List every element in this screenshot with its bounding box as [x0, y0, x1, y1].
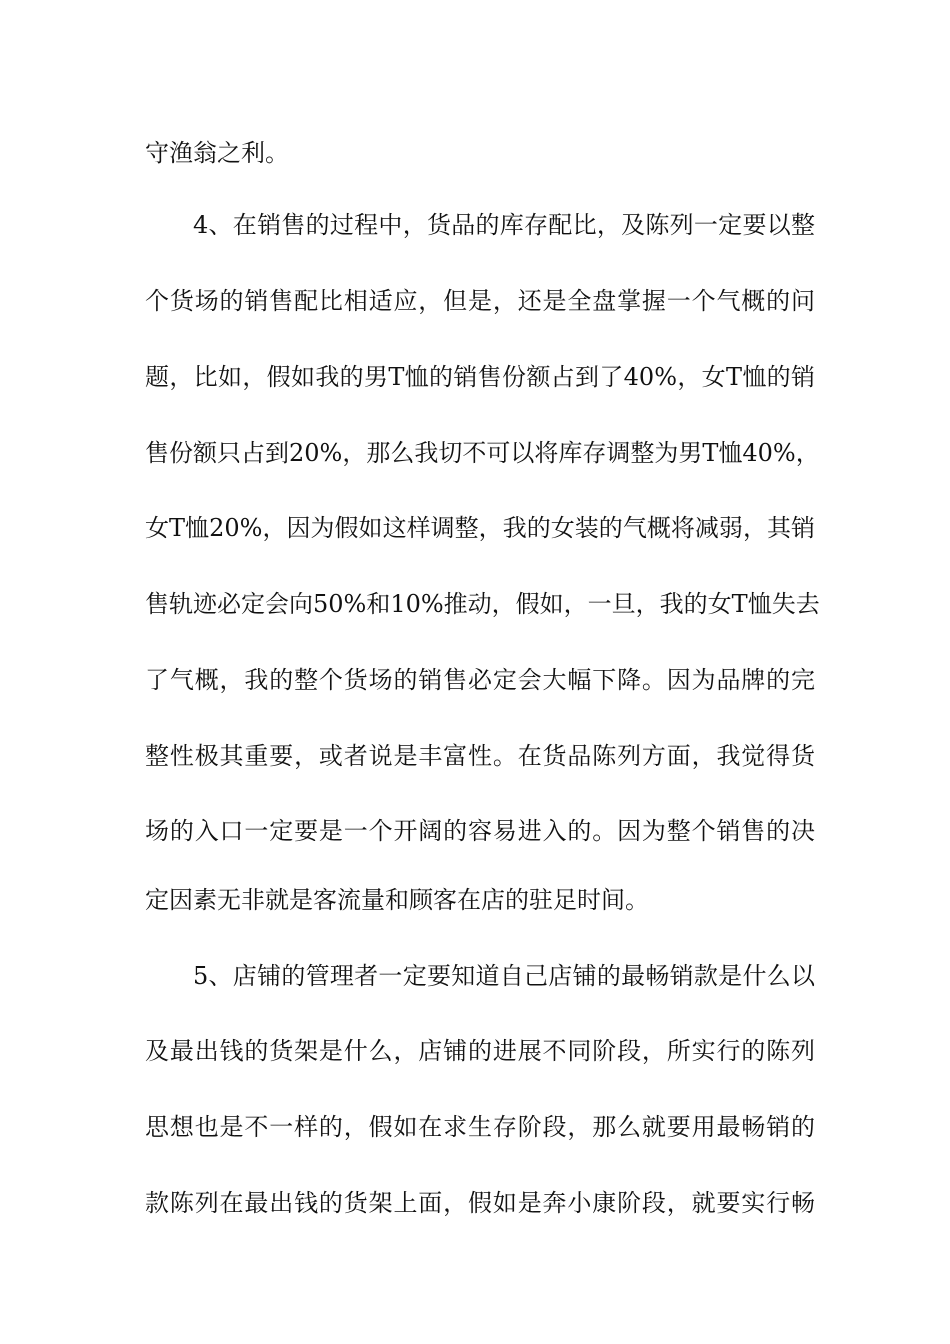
text-line-4: 题，比如，假如我的男T恤的销售份额占到了40%，女T恤的销: [145, 363, 815, 391]
text-line-15: 款陈列在最出钱的货架上面，假如是奔小康阶段，就要实行畅: [145, 1189, 815, 1217]
text-line-2: 4、在销售的过程中，货品的库存配比，及陈列一定要以整: [193, 211, 815, 239]
text-line-3: 个货场的销售配比相适应，但是，还是全盘掌握一个气概的问: [145, 287, 815, 315]
text-line-8: 了气概，我的整个货场的销售必定会大幅下降。因为品牌的完: [145, 666, 815, 694]
text-line-10: 场的入口一定要是一个开阔的容易进入的。因为整个销售的决: [145, 817, 815, 845]
text-line-7: 售轨迹必定会向50%和10%推动，假如，一旦，我的女T恤失去: [145, 590, 820, 618]
text-line-1: 守渔翁之利。: [145, 139, 289, 167]
text-line-14: 思想也是不一样的，假如在求生存阶段，那么就要用最畅销的: [145, 1113, 815, 1141]
text-line-5: 售份额只占到20%，那么我切不可以将库存调整为男T恤40%，: [145, 439, 820, 467]
text-line-6: 女T恤20%，因为假如这样调整，我的女装的气概将减弱，其销: [145, 514, 815, 542]
text-line-13: 及最出钱的货架是什么，店铺的进展不同阶段，所实行的陈列: [145, 1037, 815, 1065]
text-line-11: 定因素无非就是客流量和顾客在店的驻足时间。: [145, 886, 649, 914]
text-line-9: 整性极其重要，或者说是丰富性。在货品陈列方面，我觉得货: [145, 742, 815, 770]
text-line-12: 5、店铺的管理者一定要知道自己店铺的最畅销款是什么以: [193, 962, 815, 990]
